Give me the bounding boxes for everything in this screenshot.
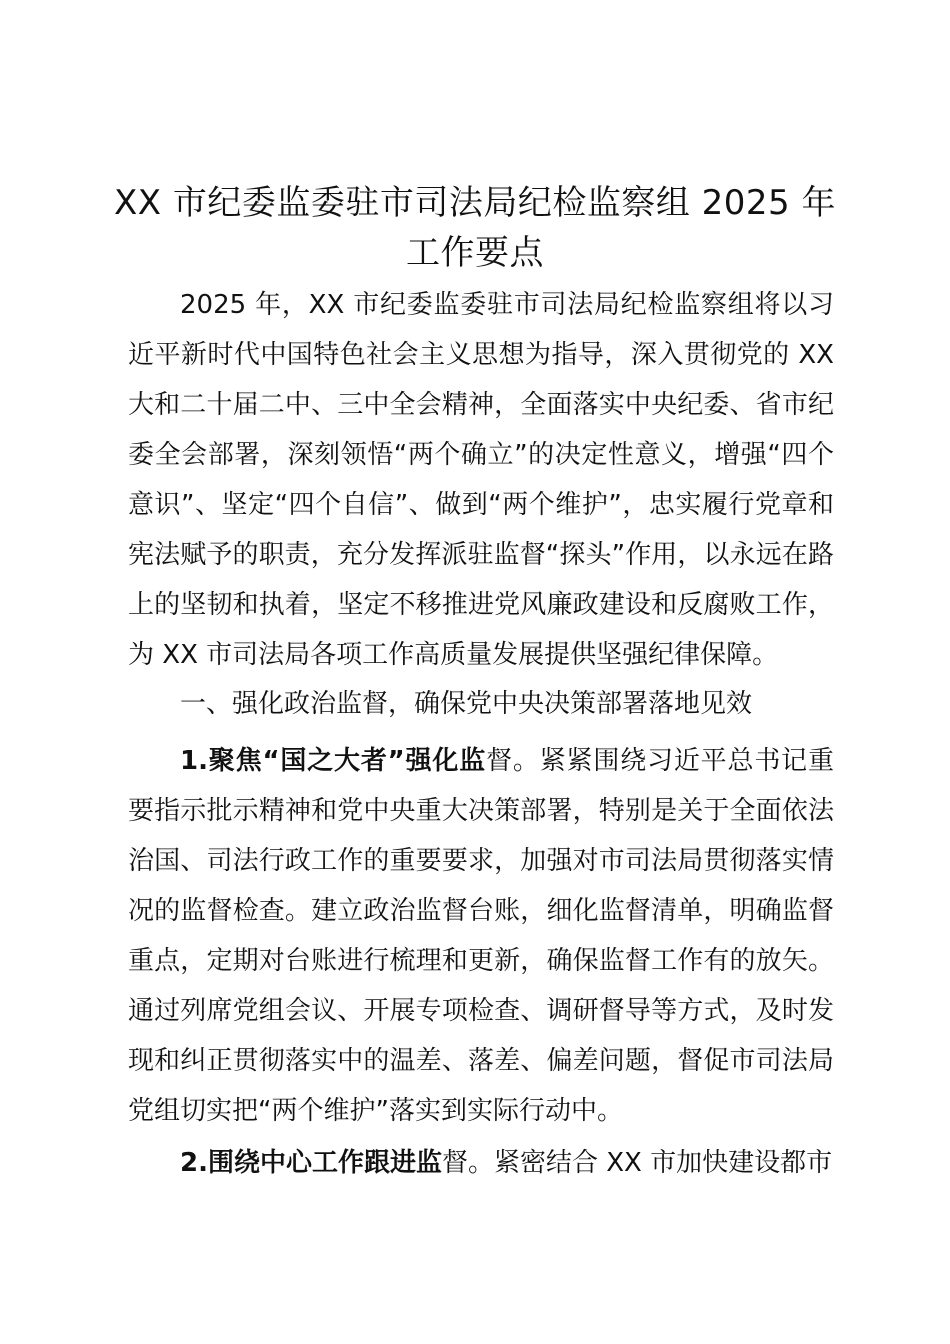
item-title: 2.围绕中心工作跟进监 [180,1148,442,1178]
item-body: 督。紧密结合 XX 市加快建设都市 [441,1148,833,1178]
document-title: XX 市纪委监委驻市司法局纪检监察组 2025 年工作要点 [113,183,837,273]
item-title: 1.聚焦“国之大者”强化监 [180,746,487,776]
section-heading: 一、强化政治监督，确保党中央决策部署落地见效 [180,689,753,719]
document-body [128,280,834,1188]
intro-paragraph: 2025 年，XX 市纪委监委驻市司法局纪检监察组将以习近平新时代中国特色社会主义思想为指导，深入贯彻党的 XX 大和二十届二中、三中全会精神，全面落实中央纪委、省市纪委全会部署，深刻领悟“两个确立”的决定性意义，增强“四个意识”、坚定“四个自信”、做到“两个维护”，忠实履行党章和宪法赋予的职责，充分发挥派驻监督“探头”作用，以永远在路上的坚韧和执着，坚定不移推进党风廉政建设和反腐败工作，为 XX 市司法局各项工作高质量发展提供坚强纪律保障。 [128,290,834,670]
list-item [128,1138,834,1188]
list-item [128,736,834,1136]
item-body: 督。紧紧围绕习近平总书记重要指示批示精神和党中央重大决策部署，特别是关于全面依法治国、司法行政工作的重要要求，加强对市司法局贯彻落实情况的监督检查。建立政治监督台账，细化监督清单，明确监督重点，定期对台账进行梳理和更新，确保监督工作有的放矢。通过列席党组会议、开展专项检查、调研督导等方式，及时发现和纠正贯彻落实中的温差、落差、偏差问题，督促市司法局党组切实把“两个维护”落实到实际行动中。 [128,746,834,1126]
